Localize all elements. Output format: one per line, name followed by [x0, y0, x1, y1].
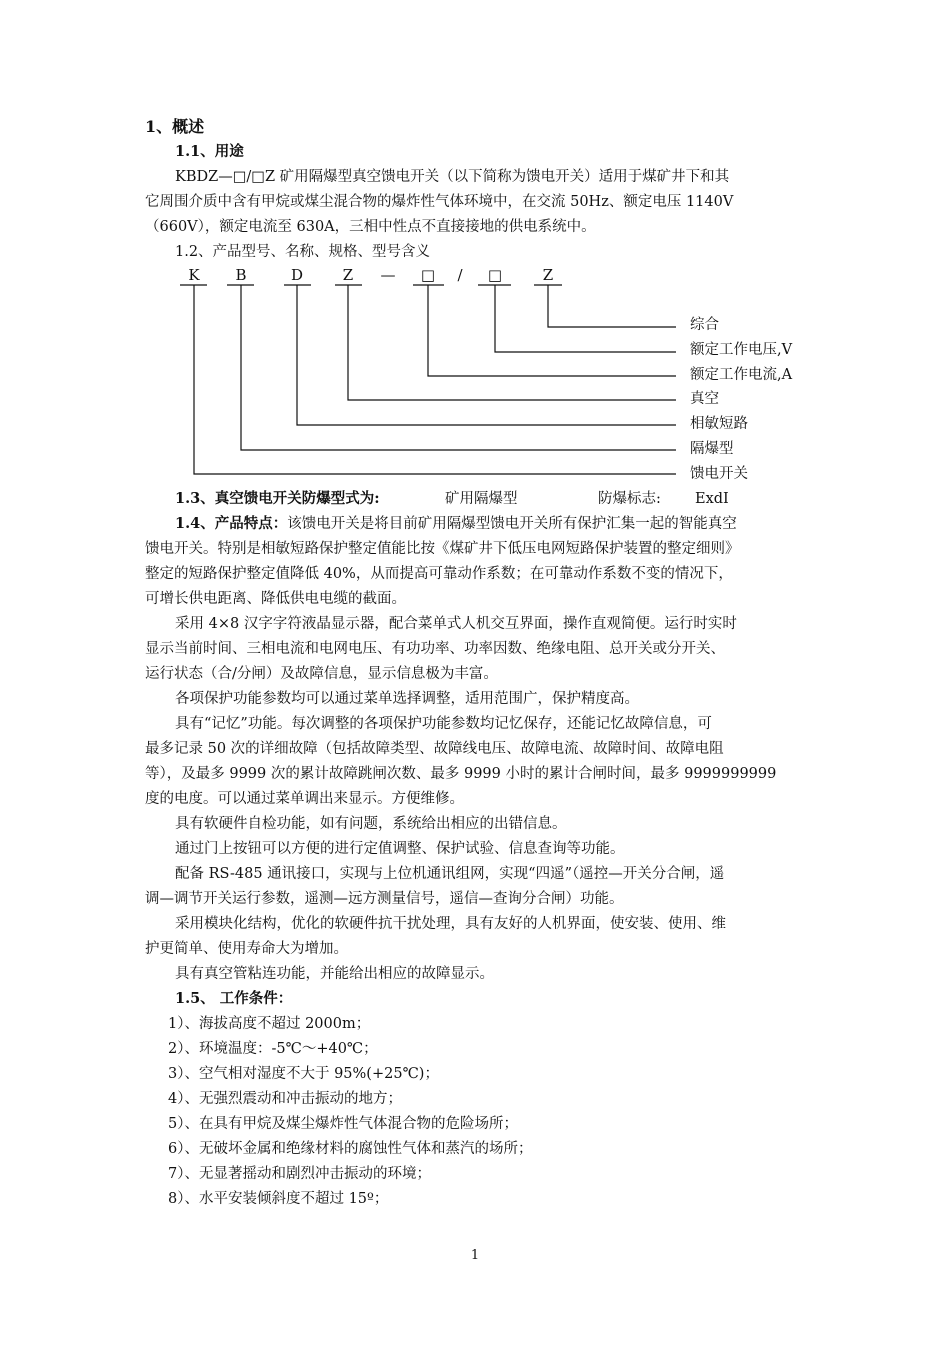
paragraph-line: 运行状态（合/分闸）及故障信息，显示信息极为丰富。 — [145, 666, 498, 682]
paragraph-line: 采用 4×8 汉字字符液晶显示器，配合菜单式人机交互界面，操作直观简便。运行时实时 — [175, 616, 737, 632]
explosion-mark: ExdI — [695, 491, 729, 507]
code-k: K — [188, 266, 200, 284]
meaning-rated-current: 额定工作电流,A — [690, 367, 793, 383]
condition-item: 5）、在具有甲烷及煤尘爆炸性气体混合物的危险场所； — [168, 1116, 518, 1132]
section-1-1-title: 1.1、用途 — [175, 143, 244, 160]
meaning-flameproof: 隔爆型 — [690, 441, 734, 457]
meaning-comprehensive: 综合 — [690, 317, 719, 333]
meaning-phase-sensitive: 相敏短路 — [690, 416, 748, 432]
paragraph-line: 度的电度。可以通过菜单调出来显示。方便维修。 — [145, 791, 464, 807]
paragraph-line: 各项保护功能参数均可以通过菜单选择调整，适用范围广，保护精度高。 — [175, 691, 639, 707]
paragraph-line: 具有真空管粘连功能，并能给出相应的故障显示。 — [175, 966, 494, 982]
page-number: 1 — [470, 1248, 480, 1263]
section-1-5-title: 1.5、 工作条件： — [175, 990, 293, 1007]
paragraph-line: 最多记录 50 次的详细故障（包括故障类型、故障线电压、故障电流、故障时间、故障电阻 — [145, 741, 724, 757]
condition-item: 8）、水平安装倾斜度不超过 15º； — [168, 1191, 389, 1207]
code-d: D — [290, 266, 304, 284]
paragraph-line: KBDZ—□/□Z 矿用隔爆型真空馈电开关（以下简称为馈电开关）适用于煤矿井下和其 — [175, 169, 730, 185]
section-1-2-title: 1.2、产品型号、名称、规格、型号含义 — [175, 244, 431, 260]
condition-item: 6）、无破坏金属和绝缘材料的腐蚀性气体和蒸汽的场所； — [168, 1141, 533, 1157]
paragraph-line: 可增长供电距离、降低供电电缆的截面。 — [145, 591, 406, 607]
condition-item: 3）、空气相对湿度不大于 95%(+25℃)； — [168, 1066, 439, 1082]
paragraph-line: 具有“记忆”功能。每次调整的各项保护功能参数均记忆保存，还能记忆故障信息，可 — [175, 716, 712, 732]
condition-item: 4）、无强烈震动和冲击振动的地方； — [168, 1091, 402, 1107]
explosion-mark-label: 防爆标志: — [598, 491, 661, 507]
code-dash: — — [380, 266, 396, 284]
paragraph-line: 等），及最多 9999 次的累计故障跳闸次数、最多 9999 小时的累计合闸时间，最多 9999999999 — [145, 766, 777, 782]
paragraph-line: （660V），额定电流至 630A，三相中性点不直接接地的供电系统中。 — [145, 219, 596, 235]
code-z-end: Z — [542, 266, 554, 284]
code-b: B — [235, 266, 247, 284]
section-1-4-first-line — [175, 514, 737, 534]
paragraph-line: 馈电开关。特别是相敏短路保护整定值能比按《煤矿井下低压电网短路保护装置的整定细则》 — [145, 541, 740, 557]
condition-item: 2）、环境温度：-5℃～+40℃； — [168, 1041, 378, 1057]
code-z: Z — [342, 266, 354, 284]
paragraph-line: 护更简单、使用寿命大为增加。 — [145, 941, 348, 957]
paragraph-line: 通过门上按钮可以方便的进行定值调整、保护试验、信息查询等功能。 — [175, 841, 625, 857]
paragraph-line: 调—调节开关运行参数，遥测—远方测量信号，遥信—查询分合闸）功能。 — [145, 891, 624, 907]
meaning-feeder-switch: 馈电开关 — [690, 466, 748, 482]
explosion-proof-type: 矿用隔爆型 — [445, 491, 518, 507]
model-code-diagram — [0, 0, 950, 500]
meaning-vacuum: 真空 — [690, 391, 719, 407]
paragraph-line: 它周围介质中含有甲烷或煤尘混合物的爆炸性气体环境中，在交流 50Hz、额定电压 1140V — [145, 194, 734, 210]
paragraph-line: 采用模块化结构，优化的软硬件抗干扰处理，具有友好的人机界面，使安装、使用、维 — [175, 916, 726, 932]
code-slash: / — [457, 266, 463, 284]
paragraph-line: 具有软硬件自检功能，如有问题，系统给出相应的出错信息。 — [175, 816, 567, 832]
code-box-current: □ — [420, 266, 436, 284]
section-1-title: 1、概述 — [145, 117, 205, 136]
section-1-3-label: 1.3、真空馈电开关防爆型式为: — [175, 490, 380, 507]
paragraph-line: 整定的短路保护整定值降低 40%，从而提高可靠动作系数；在可靠动作系数不变的情况下， — [145, 566, 733, 582]
section-1-4-title: 1.4、产品特点： — [175, 515, 288, 532]
condition-item: 7）、无显著摇动和剧烈冲击振动的环境； — [168, 1166, 431, 1182]
code-box-voltage: □ — [487, 266, 503, 284]
paragraph-line: 该馈电开关是将目前矿用隔爆型馈电开关所有保护汇集一起的智能真空 — [287, 516, 737, 532]
section-1-3 — [175, 489, 380, 509]
condition-item: 1）、海拔高度不超过 2000m； — [168, 1016, 371, 1032]
meaning-rated-voltage: 额定工作电压,V — [690, 342, 793, 358]
paragraph-line: 显示当前时间、三相电流和电网电压、有功功率、功率因数、绝缘电阻、总开关或分开关、 — [145, 641, 725, 657]
paragraph-line: 配备 RS-485 通讯接口，实现与上位机通讯组网，实现“四遥”（遥控—开关分合闸，遥 — [175, 866, 725, 882]
